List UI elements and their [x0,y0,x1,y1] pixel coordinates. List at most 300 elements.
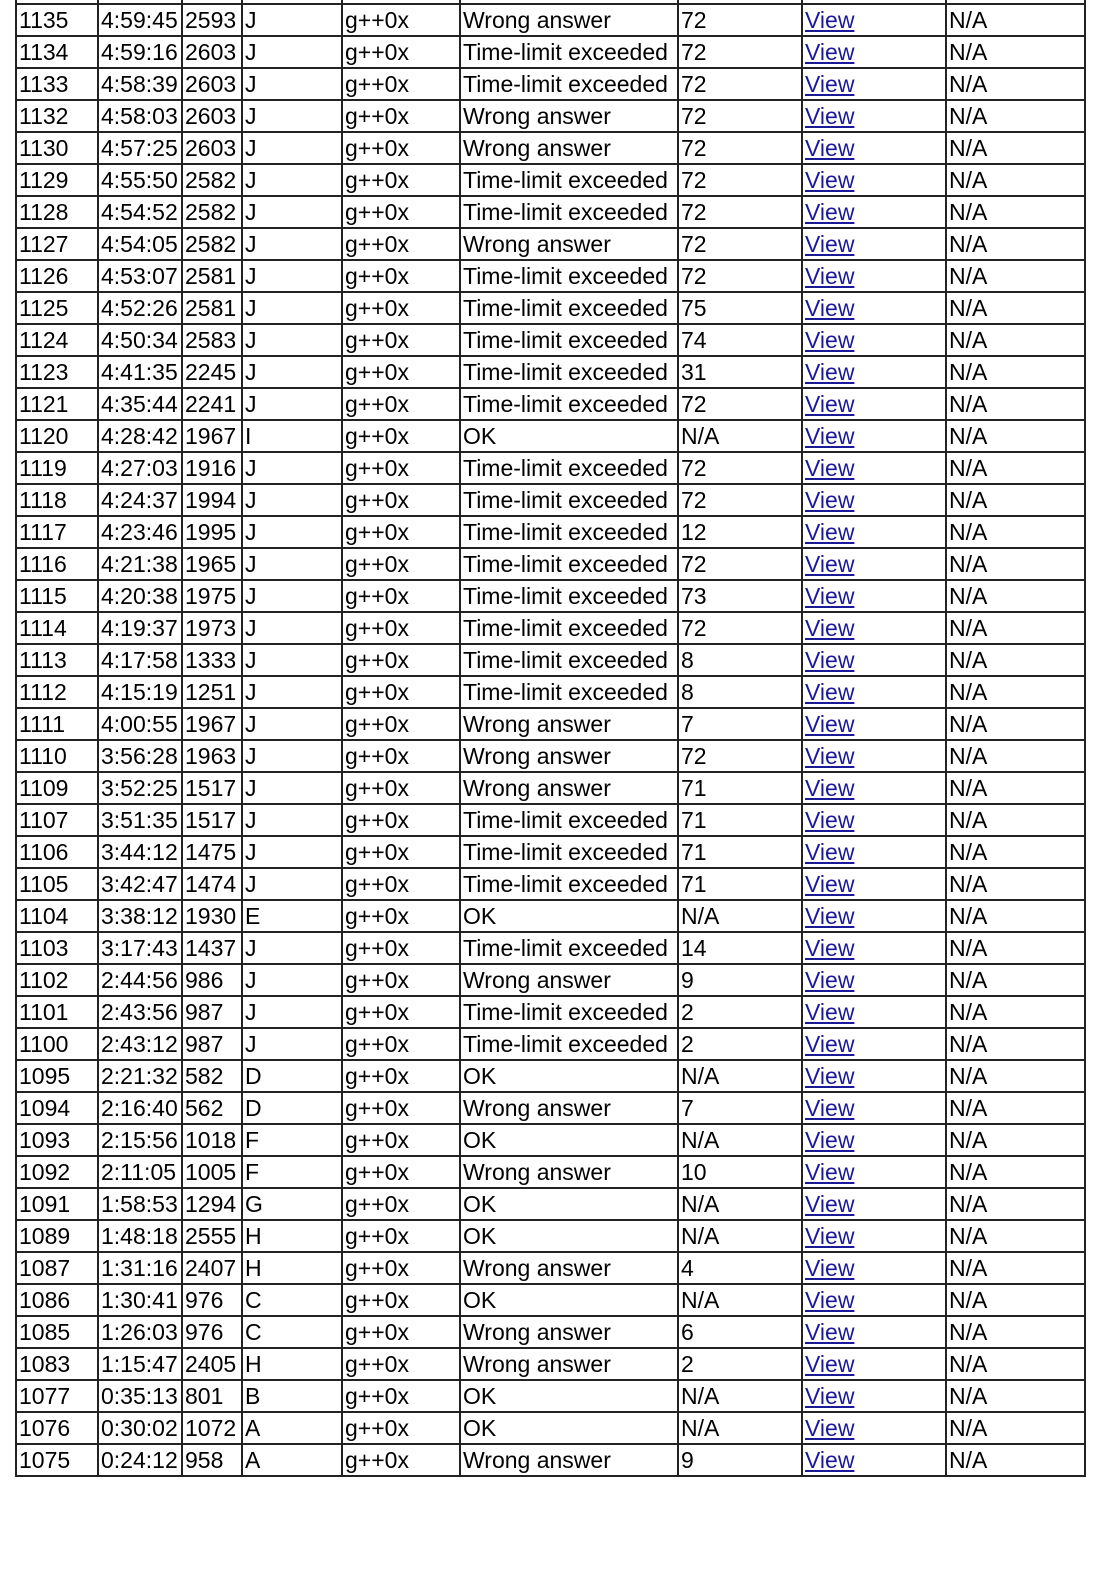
table-row [16,68,1085,100]
run-id-cell: 1106 [16,836,98,868]
team-cell: 2593 [182,4,242,36]
team-cell: 2583 [182,324,242,356]
table-row [16,900,1085,932]
details-cell: N/A [946,900,1085,932]
team-cell: 1995 [182,516,242,548]
problem-cell: J [242,932,342,964]
problem-cell: J [242,68,342,100]
view-link[interactable]: View [805,1351,855,1377]
test-cell: 72 [678,612,802,644]
submissions-table [15,0,1086,1477]
problem-cell: J [242,836,342,868]
verdict-cell: Wrong answer [460,1252,678,1284]
problem-cell: J [242,676,342,708]
team-cell: 2603 [182,68,242,100]
view-link[interactable]: View [805,391,855,417]
table-row [16,228,1085,260]
view-link[interactable]: View [805,551,855,577]
details-cell: N/A [946,1188,1085,1220]
view-link[interactable]: View [805,1159,855,1185]
table-row [16,1092,1085,1124]
view-link[interactable]: View [805,455,855,481]
run-id-cell: 1127 [16,228,98,260]
run-id-cell: 1104 [16,900,98,932]
source-cell [802,964,946,996]
problem-cell: D [242,1092,342,1124]
team-cell: 1333 [182,644,242,676]
view-link[interactable]: View [805,1319,855,1345]
team-cell: 801 [182,1380,242,1412]
view-link[interactable]: View [805,1223,855,1249]
run-id-cell: 1086 [16,1284,98,1316]
run-id-cell: 1094 [16,1092,98,1124]
source-cell [802,292,946,324]
view-link[interactable]: View [805,1415,855,1441]
team-cell: 562 [182,1092,242,1124]
view-link[interactable]: View [805,135,855,161]
problem-cell: A [242,1444,342,1476]
verdict-cell: Wrong answer [460,1444,678,1476]
view-link[interactable]: View [805,423,855,449]
source-cell [802,100,946,132]
run-id-cell: 1120 [16,420,98,452]
run-id-cell: 1075 [16,1444,98,1476]
source-cell [802,1092,946,1124]
test-cell: N/A [678,1124,802,1156]
verdict-cell: OK [460,1188,678,1220]
language-cell: g++0x [342,868,460,900]
problem-cell: J [242,324,342,356]
details-cell: N/A [946,580,1085,612]
team-cell: 958 [182,1444,242,1476]
time-cell: 4:21:38 [98,548,182,580]
test-cell: N/A [678,1220,802,1252]
language-cell: g++0x [342,196,460,228]
table-row [16,740,1085,772]
time-cell: 3:51:35 [98,804,182,836]
run-id-cell: 1117 [16,516,98,548]
time-cell: 3:38:12 [98,900,182,932]
details-cell: N/A [946,644,1085,676]
details-cell: N/A [946,1060,1085,1092]
verdict-cell: Time-limit exceeded [460,36,678,68]
view-link[interactable]: View [805,871,855,897]
time-cell: 2:11:05 [98,1156,182,1188]
view-link[interactable]: View [805,1255,855,1281]
details-cell: N/A [946,740,1085,772]
view-link[interactable]: View [805,839,855,865]
team-cell: 976 [182,1316,242,1348]
test-cell: N/A [678,1284,802,1316]
language-cell: g++0x [342,132,460,164]
verdict-cell: OK [460,1412,678,1444]
language-cell: g++0x [342,1124,460,1156]
language-cell: g++0x [342,68,460,100]
test-cell: 72 [678,100,802,132]
view-link[interactable]: View [805,903,855,929]
table-row [16,1124,1085,1156]
details-cell: N/A [946,164,1085,196]
source-cell [802,132,946,164]
time-cell: 4:28:42 [98,420,182,452]
time-cell: 3:56:28 [98,740,182,772]
view-link[interactable]: View [805,263,855,289]
language-cell: g++0x [342,740,460,772]
verdict-cell: Wrong answer [460,1156,678,1188]
language-cell: g++0x [342,676,460,708]
verdict-cell: Time-limit exceeded [460,68,678,100]
run-id-cell: 1114 [16,612,98,644]
table-row [16,1060,1085,1092]
table-row [16,868,1085,900]
language-cell: g++0x [342,1028,460,1060]
time-cell: 1:26:03 [98,1316,182,1348]
problem-cell: J [242,36,342,68]
verdict-cell: Time-limit exceeded [460,868,678,900]
source-cell [802,548,946,580]
run-id-cell: 1077 [16,1380,98,1412]
verdict-cell: Wrong answer [460,100,678,132]
view-link[interactable]: View [805,1063,855,1089]
view-link[interactable]: View [805,583,855,609]
test-cell: 9 [678,1444,802,1476]
time-cell: 4:23:46 [98,516,182,548]
details-cell: N/A [946,420,1085,452]
table-row [16,1284,1085,1316]
test-cell: 72 [678,452,802,484]
run-id-cell: 1135 [16,4,98,36]
language-cell: g++0x [342,1060,460,1092]
table-row [16,644,1085,676]
run-id-cell: 1133 [16,68,98,100]
time-cell: 4:58:39 [98,68,182,100]
problem-cell: J [242,516,342,548]
verdict-cell: Time-limit exceeded [460,356,678,388]
view-link[interactable]: View [805,711,855,737]
table-row [16,4,1085,36]
time-cell: 2:16:40 [98,1092,182,1124]
details-cell: N/A [946,804,1085,836]
time-cell: 4:57:25 [98,132,182,164]
verdict-cell: OK [460,1284,678,1316]
team-cell: 1973 [182,612,242,644]
test-cell: 72 [678,4,802,36]
view-link[interactable]: View [805,199,855,225]
table-row [16,932,1085,964]
test-cell: 72 [678,260,802,292]
verdict-cell: Time-limit exceeded [460,804,678,836]
view-link[interactable]: View [805,679,855,705]
problem-cell: J [242,740,342,772]
test-cell: 7 [678,708,802,740]
details-cell: N/A [946,356,1085,388]
test-cell: 75 [678,292,802,324]
team-cell: 1005 [182,1156,242,1188]
source-cell [802,804,946,836]
submissions-table-container [15,0,1086,1477]
details-cell: N/A [946,484,1085,516]
details-cell: N/A [946,1348,1085,1380]
language-cell: g++0x [342,1444,460,1476]
test-cell: N/A [678,1060,802,1092]
language-cell: g++0x [342,164,460,196]
verdict-cell: Time-limit exceeded [460,516,678,548]
problem-cell: J [242,708,342,740]
table-row [16,292,1085,324]
team-cell: 976 [182,1284,242,1316]
verdict-cell: OK [460,1220,678,1252]
details-cell: N/A [946,1284,1085,1316]
table-row [16,964,1085,996]
source-cell [802,516,946,548]
view-link[interactable]: View [805,327,855,353]
test-cell: 8 [678,644,802,676]
test-cell: 2 [678,1348,802,1380]
verdict-cell: Time-limit exceeded [460,836,678,868]
source-cell [802,420,946,452]
view-link[interactable]: View [805,231,855,257]
view-link[interactable]: View [805,1383,855,1409]
problem-cell: J [242,612,342,644]
language-cell: g++0x [342,260,460,292]
problem-cell: J [242,4,342,36]
view-link[interactable]: View [805,647,855,673]
table-row [16,1252,1085,1284]
view-link[interactable]: View [805,7,855,33]
time-cell: 4:59:45 [98,4,182,36]
details-cell: N/A [946,1220,1085,1252]
view-link[interactable]: View [805,775,855,801]
source-cell [802,1380,946,1412]
details-cell: N/A [946,516,1085,548]
language-cell: g++0x [342,1220,460,1252]
verdict-cell: Wrong answer [460,708,678,740]
view-link[interactable]: View [805,615,855,641]
details-cell: N/A [946,260,1085,292]
problem-cell: J [242,228,342,260]
details-cell: N/A [946,708,1085,740]
source-cell [802,836,946,868]
run-id-cell: 1109 [16,772,98,804]
run-id-cell: 1111 [16,708,98,740]
problem-cell: B [242,1380,342,1412]
verdict-cell: Time-limit exceeded [460,580,678,612]
team-cell: 986 [182,964,242,996]
view-link[interactable]: View [805,71,855,97]
source-cell [802,164,946,196]
run-id-cell: 1128 [16,196,98,228]
view-link[interactable]: View [805,1447,855,1473]
source-cell [802,580,946,612]
table-row [16,1156,1085,1188]
view-link[interactable]: View [805,487,855,513]
team-cell: 1437 [182,932,242,964]
table-row [16,804,1085,836]
verdict-cell: OK [460,420,678,452]
test-cell: 31 [678,356,802,388]
time-cell: 4:50:34 [98,324,182,356]
view-link[interactable]: View [805,1191,855,1217]
language-cell: g++0x [342,1348,460,1380]
test-cell: 72 [678,132,802,164]
time-cell: 1:31:16 [98,1252,182,1284]
table-row [16,1444,1085,1476]
table-row [16,388,1085,420]
problem-cell: J [242,132,342,164]
view-link[interactable]: View [805,1031,855,1057]
run-id-cell: 1110 [16,740,98,772]
team-cell: 987 [182,996,242,1028]
view-link[interactable]: View [805,1095,855,1121]
team-cell: 1994 [182,484,242,516]
run-id-cell: 1101 [16,996,98,1028]
language-cell: g++0x [342,1380,460,1412]
team-cell: 2407 [182,1252,242,1284]
problem-cell: J [242,356,342,388]
team-cell: 2241 [182,388,242,420]
team-cell: 1916 [182,452,242,484]
source-cell [802,196,946,228]
view-link[interactable]: View [805,519,855,545]
time-cell: 2:43:56 [98,996,182,1028]
time-cell: 4:52:26 [98,292,182,324]
run-id-cell: 1100 [16,1028,98,1060]
team-cell: 1072 [182,1412,242,1444]
run-id-cell: 1112 [16,676,98,708]
source-cell [802,484,946,516]
time-cell: 4:24:37 [98,484,182,516]
table-row [16,196,1085,228]
test-cell: N/A [678,1380,802,1412]
test-cell: N/A [678,420,802,452]
time-cell: 4:20:38 [98,580,182,612]
view-link[interactable]: View [805,39,855,65]
verdict-cell: Wrong answer [460,1348,678,1380]
details-cell: N/A [946,772,1085,804]
view-link[interactable]: View [805,743,855,769]
run-id-cell: 1119 [16,452,98,484]
source-cell [802,1156,946,1188]
verdict-cell: Time-limit exceeded [460,932,678,964]
problem-cell: J [242,1028,342,1060]
problem-cell: I [242,420,342,452]
table-row [16,836,1085,868]
verdict-cell: Wrong answer [460,772,678,804]
table-row [16,1348,1085,1380]
table-row [16,516,1085,548]
test-cell: 9 [678,964,802,996]
test-cell: 72 [678,164,802,196]
problem-cell: J [242,644,342,676]
source-cell [802,868,946,900]
test-cell: 12 [678,516,802,548]
run-id-cell: 1085 [16,1316,98,1348]
time-cell: 0:35:13 [98,1380,182,1412]
test-cell: 74 [678,324,802,356]
view-link[interactable]: View [805,295,855,321]
team-cell: 987 [182,1028,242,1060]
language-cell: g++0x [342,580,460,612]
verdict-cell: Time-limit exceeded [460,484,678,516]
language-cell: g++0x [342,388,460,420]
time-cell: 1:48:18 [98,1220,182,1252]
team-cell: 1967 [182,708,242,740]
time-cell: 4:15:19 [98,676,182,708]
table-row [16,612,1085,644]
verdict-cell: Time-limit exceeded [460,324,678,356]
view-link[interactable]: View [805,807,855,833]
problem-cell: J [242,260,342,292]
language-cell: g++0x [342,612,460,644]
team-cell: 1517 [182,804,242,836]
run-id-cell: 1129 [16,164,98,196]
language-cell: g++0x [342,1316,460,1348]
details-cell: N/A [946,1380,1085,1412]
run-id-cell: 1116 [16,548,98,580]
source-cell [802,996,946,1028]
language-cell: g++0x [342,4,460,36]
team-cell: 1251 [182,676,242,708]
run-id-cell: 1113 [16,644,98,676]
view-link[interactable]: View [805,103,855,129]
table-row [16,100,1085,132]
details-cell: N/A [946,1156,1085,1188]
test-cell: 72 [678,740,802,772]
time-cell: 3:52:25 [98,772,182,804]
problem-cell: J [242,580,342,612]
run-id-cell: 1115 [16,580,98,612]
team-cell: 2582 [182,164,242,196]
view-link[interactable]: View [805,359,855,385]
test-cell: 71 [678,804,802,836]
details-cell: N/A [946,996,1085,1028]
run-id-cell: 1095 [16,1060,98,1092]
time-cell: 3:42:47 [98,868,182,900]
test-cell: 72 [678,228,802,260]
time-cell: 4:27:03 [98,452,182,484]
source-cell [802,324,946,356]
problem-cell: D [242,1060,342,1092]
view-link[interactable]: View [805,935,855,961]
problem-cell: F [242,1156,342,1188]
details-cell: N/A [946,868,1085,900]
team-cell: 2245 [182,356,242,388]
time-cell: 1:58:53 [98,1188,182,1220]
view-link[interactable]: View [805,1127,855,1153]
table-row [16,772,1085,804]
table-row [16,1188,1085,1220]
view-link[interactable]: View [805,999,855,1025]
problem-cell: J [242,964,342,996]
view-link[interactable]: View [805,1287,855,1313]
problem-cell: E [242,900,342,932]
team-cell: 2603 [182,36,242,68]
details-cell: N/A [946,228,1085,260]
language-cell: g++0x [342,36,460,68]
time-cell: 3:44:12 [98,836,182,868]
table-row [16,164,1085,196]
run-id-cell: 1091 [16,1188,98,1220]
view-link[interactable]: View [805,167,855,193]
language-cell: g++0x [342,100,460,132]
table-row [16,484,1085,516]
problem-cell: J [242,100,342,132]
source-cell [802,644,946,676]
source-cell [802,260,946,292]
team-cell: 1475 [182,836,242,868]
view-link[interactable]: View [805,967,855,993]
team-cell: 582 [182,1060,242,1092]
